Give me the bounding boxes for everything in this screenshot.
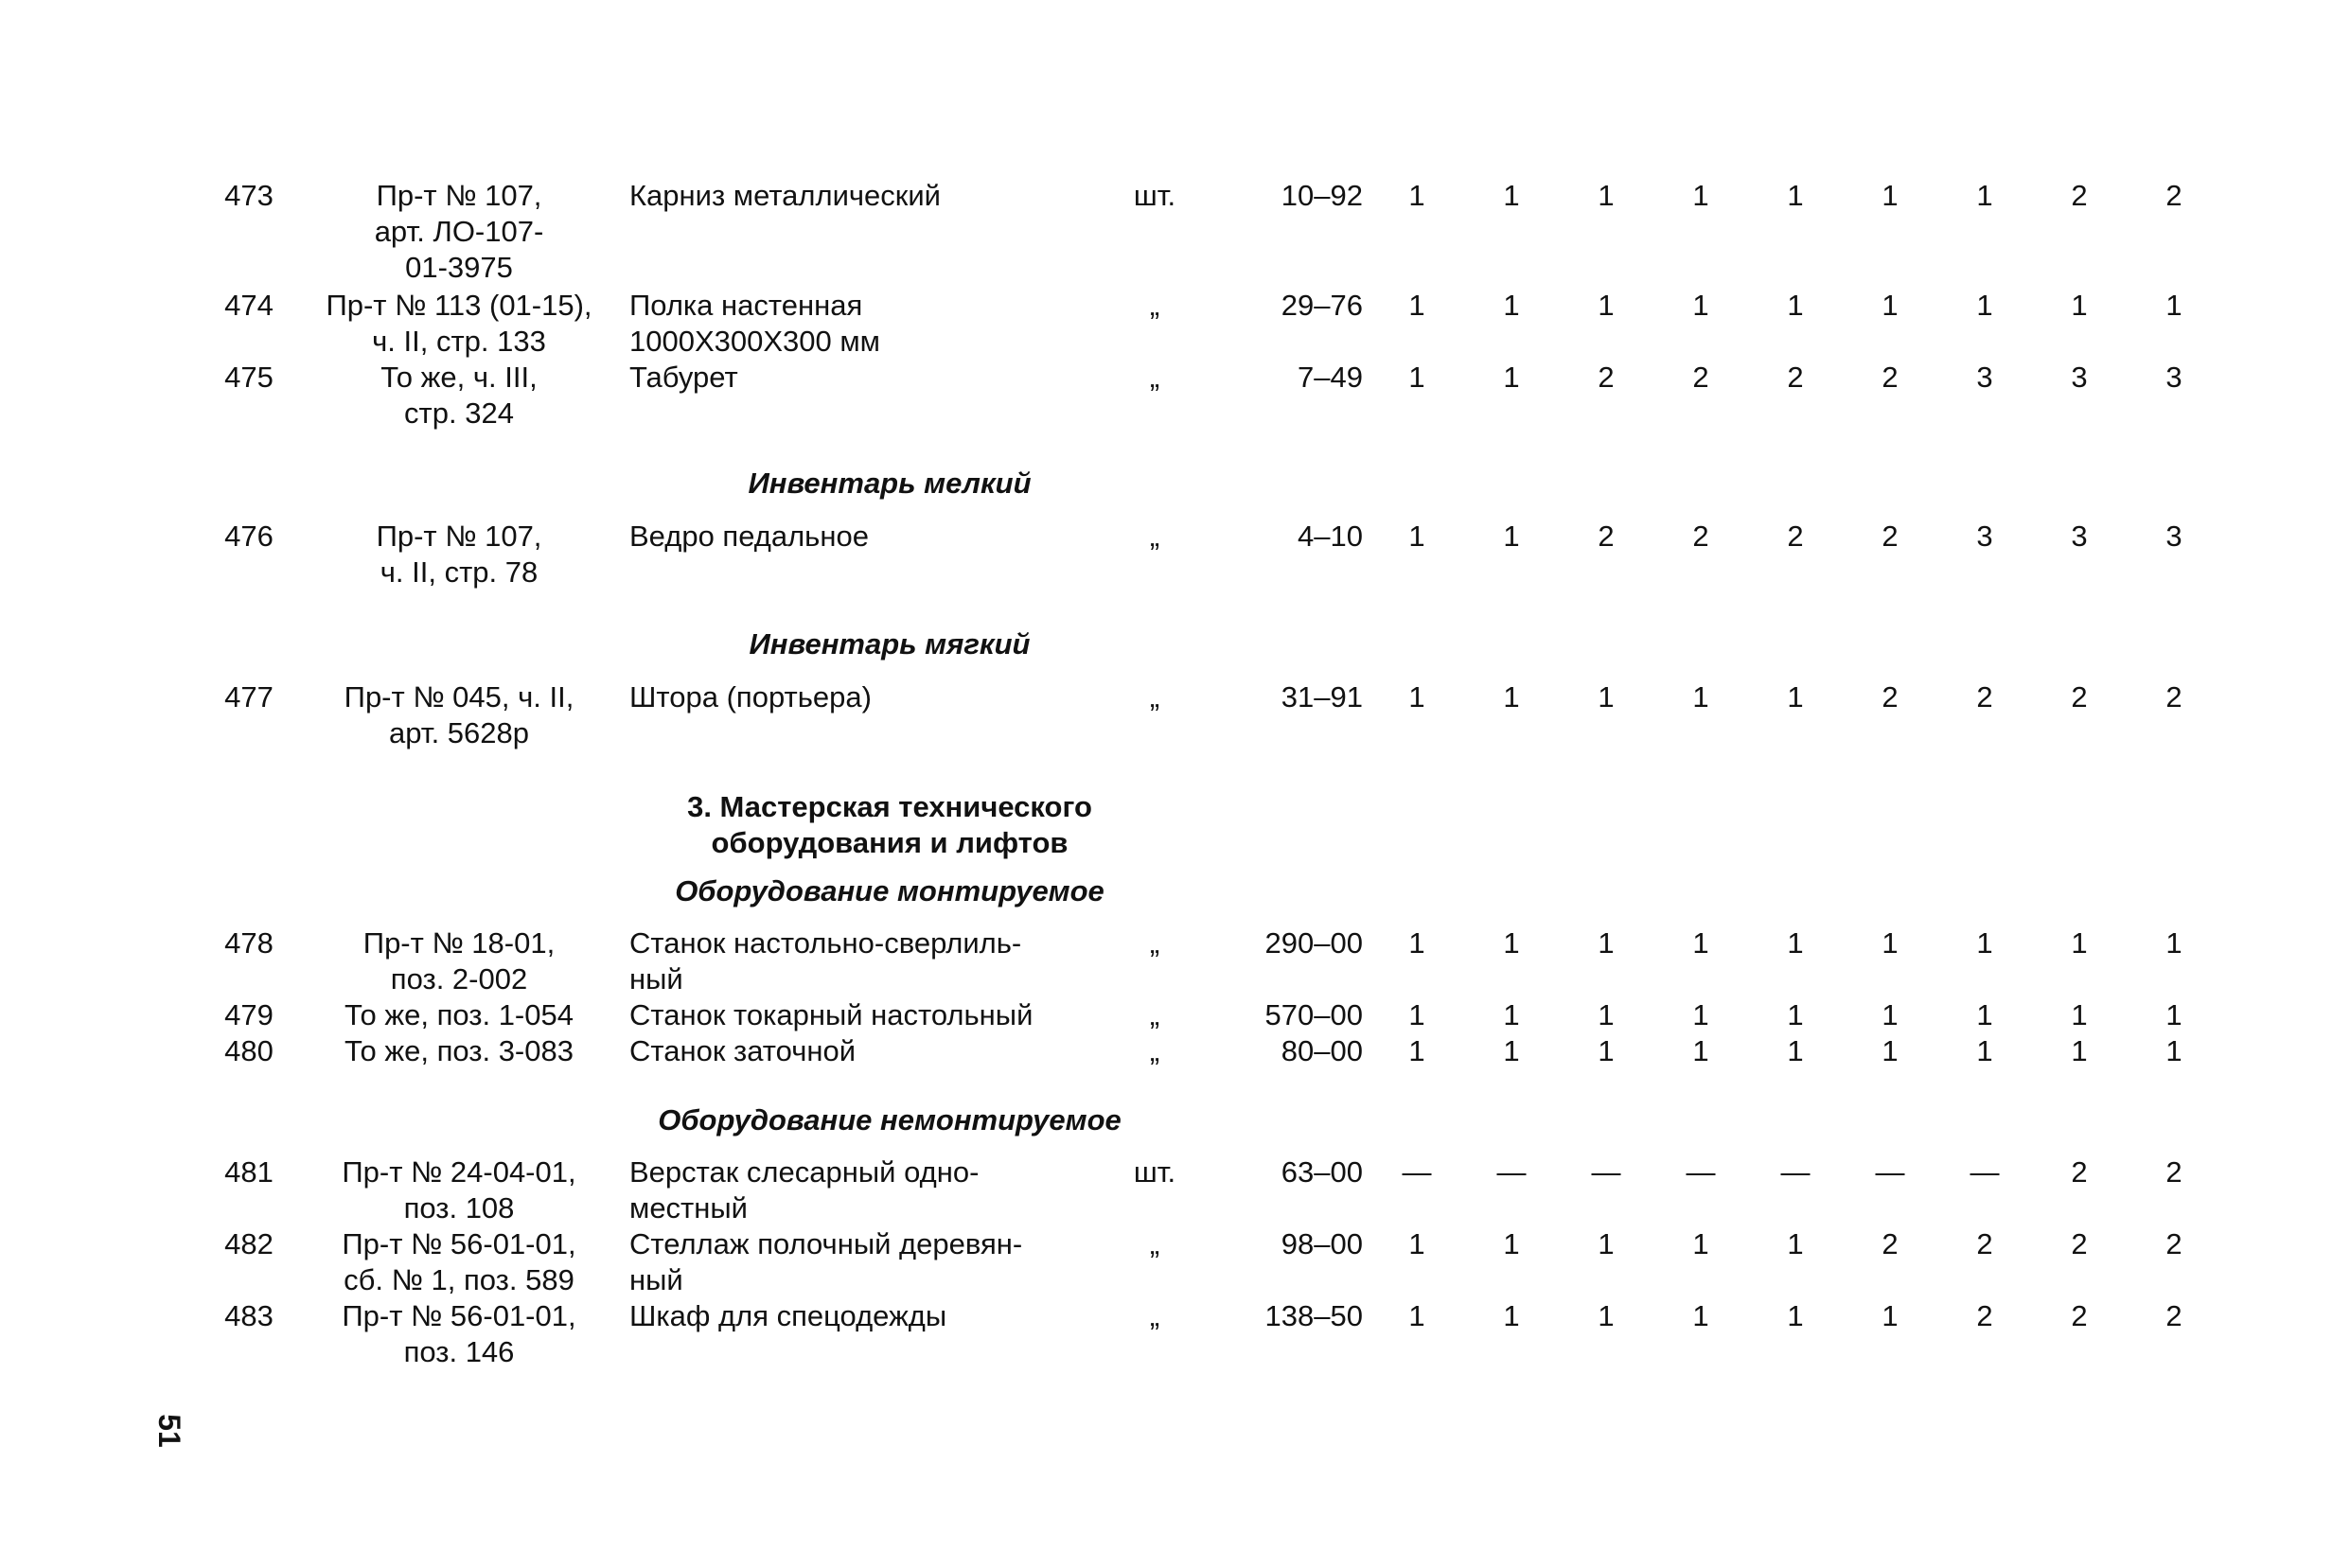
quantity-cell: — [1591, 1155, 1621, 1189]
quantity-cell: 3 [2071, 361, 2088, 394]
reference-line: стр. 324 [404, 396, 514, 430]
quantity-cell: 1 [1598, 998, 1615, 1031]
quantity-cell: 1 [1882, 289, 1899, 322]
quantity-cell: 1 [1408, 289, 1425, 322]
quantity-cell: 1 [1692, 289, 1709, 322]
item-name-line: Карниз металлический [629, 179, 941, 212]
quantity-cell: 1 [1503, 680, 1520, 714]
quantity-cell: 1 [1408, 998, 1425, 1031]
quantity-cell: 2 [1598, 520, 1615, 553]
row-number: 479 [224, 998, 274, 1031]
quantity-cell: 1 [1976, 179, 1993, 212]
quantity-cell: 1 [2071, 1034, 2088, 1067]
reference-line: Пр-т № 113 (01-15), [326, 289, 592, 322]
quantity-cell: 2 [1882, 361, 1899, 394]
row-number: 480 [224, 1034, 274, 1067]
quantity-cell: 1 [1692, 1227, 1709, 1260]
quantity-cell: 1 [1503, 361, 1520, 394]
price-cell: 10–92 [1281, 179, 1363, 212]
quantity-cell: 2 [2071, 1227, 2088, 1260]
quantity-cell: 1 [1598, 179, 1615, 212]
row-number: 476 [224, 520, 274, 553]
reference-line: сб. № 1, поз. 589 [344, 1263, 574, 1296]
table-row [0, 1226, 2350, 1296]
item-name-line: Станок токарный настольный [629, 998, 1034, 1031]
quantity-cell: 1 [1408, 680, 1425, 714]
quantity-cell: 1 [1408, 1034, 1425, 1067]
quantity-cell: 1 [2071, 926, 2088, 960]
quantity-cell: 2 [2165, 1299, 2182, 1332]
item-name-line: Стеллаж полочный деревян- [629, 1227, 1023, 1260]
quantity-cell: 1 [1692, 680, 1709, 714]
item-name-line: Шкаф для спецодежды [629, 1299, 947, 1332]
quantity-cell: 1 [2165, 289, 2182, 322]
reference-line: 01-3975 [405, 251, 513, 284]
reference-line: Пр-т № 045, ч. II, [344, 680, 574, 714]
table-row [0, 519, 2350, 589]
row-number: 478 [224, 926, 274, 960]
quantity-cell: 1 [1503, 520, 1520, 553]
reference-line: То же, ч. III, [380, 361, 538, 394]
quantity-cell: — [1402, 1155, 1432, 1189]
quantity-cell: 2 [1787, 520, 1804, 553]
quantity-cell: 3 [1976, 520, 1993, 553]
quantity-cell: 2 [2071, 680, 2088, 714]
quantity-cell: 1 [1976, 1034, 1993, 1067]
quantity-cell: 1 [1787, 1299, 1804, 1332]
item-name-line: Полка настенная [629, 289, 863, 322]
item-name-line: 1000Х300Х300 мм [629, 325, 880, 358]
quantity-cell: 2 [1692, 520, 1709, 553]
reference-line: поз. 2-002 [390, 962, 528, 995]
quantity-cell: 1 [1503, 179, 1520, 212]
table-row [0, 360, 2350, 430]
row-number: 475 [224, 361, 274, 394]
quantity-cell: 1 [1503, 1299, 1520, 1332]
table-row [0, 925, 2350, 995]
quantity-cell: 2 [1976, 1299, 1993, 1332]
quantity-cell: 1 [1598, 680, 1615, 714]
item-name-line: Верстак слесарный одно- [629, 1155, 980, 1189]
quantity-cell: 1 [2071, 998, 2088, 1031]
quantity-cell: 1 [1692, 998, 1709, 1031]
quantity-cell: 1 [1976, 926, 1993, 960]
unit-cell: шт. [1133, 179, 1176, 212]
unit-cell: „ [1149, 1034, 1160, 1067]
quantity-cell: 1 [1882, 926, 1899, 960]
unit-cell: „ [1149, 1227, 1160, 1260]
price-cell: 98–00 [1281, 1227, 1363, 1260]
reference-line: поз. 108 [403, 1191, 515, 1224]
quantity-cell: 1 [1503, 289, 1520, 322]
quantity-cell: 1 [1976, 289, 1993, 322]
quantity-cell: 2 [2165, 1227, 2182, 1260]
quantity-cell: 1 [1503, 998, 1520, 1031]
quantity-cell: — [1686, 1155, 1716, 1189]
price-cell: 29–76 [1281, 289, 1363, 322]
quantity-cell: 1 [1787, 289, 1804, 322]
section-title-line-2: оборудования и лифтов [711, 826, 1069, 859]
quantity-cell: 3 [2071, 520, 2088, 553]
quantity-cell: 2 [2071, 1155, 2088, 1189]
quantity-cell: 1 [1882, 998, 1899, 1031]
quantity-cell: 2 [2165, 1155, 2182, 1189]
quantity-cell: 1 [1692, 1299, 1709, 1332]
quantity-cell: 1 [1692, 1034, 1709, 1067]
row-number: 477 [224, 680, 274, 714]
reference-line: Пр-т № 56-01-01, [342, 1299, 576, 1332]
table-row [0, 1298, 2350, 1368]
item-name-line: местный [629, 1191, 748, 1224]
unit-cell: „ [1149, 289, 1160, 322]
quantity-cell: 1 [1598, 1227, 1615, 1260]
item-name-line: Станок настольно-сверлиль- [629, 926, 1022, 960]
table-row [0, 1033, 2350, 1071]
table-row [0, 178, 2350, 284]
reference-line: арт. ЛО-107- [374, 215, 544, 248]
unit-cell: „ [1149, 926, 1160, 960]
quantity-cell: 1 [1408, 361, 1425, 394]
quantity-cell: 1 [1408, 179, 1425, 212]
reference-line: ч. II, стр. 78 [380, 555, 539, 589]
quantity-cell: — [1496, 1155, 1527, 1189]
reference-line: Пр-т № 18-01, [362, 926, 556, 960]
row-number: 483 [224, 1299, 274, 1332]
quantity-cell: 1 [1787, 680, 1804, 714]
quantity-cell: 2 [1976, 1227, 1993, 1260]
item-name-line: ный [629, 962, 683, 995]
quantity-cell: 1 [1692, 926, 1709, 960]
quantity-cell: 1 [1598, 1299, 1615, 1332]
heading-mounted-equipment: Оборудование монтируемое [675, 874, 1104, 907]
price-cell: 63–00 [1281, 1155, 1363, 1189]
price-cell: 290–00 [1264, 926, 1363, 960]
quantity-cell: 2 [1598, 361, 1615, 394]
quantity-cell: 1 [1692, 179, 1709, 212]
reference-line: То же, поз. 1-054 [345, 998, 574, 1031]
price-cell: 138–50 [1264, 1299, 1363, 1332]
row-number: 474 [224, 289, 274, 322]
quantity-cell: 2 [1692, 361, 1709, 394]
quantity-cell: 3 [2165, 361, 2182, 394]
row-number: 482 [224, 1227, 274, 1260]
price-cell: 80–00 [1281, 1034, 1363, 1067]
heading-soft-inventory: Инвентарь мягкий [749, 627, 1031, 661]
row-number: 481 [224, 1155, 274, 1189]
quantity-cell: 1 [1787, 1227, 1804, 1260]
quantity-cell: 1 [1882, 1299, 1899, 1332]
reference-line: ч. II, стр. 133 [372, 325, 546, 358]
quantity-cell: 3 [1976, 361, 1993, 394]
reference-line: Пр-т № 24-04-01, [342, 1155, 576, 1189]
price-cell: 570–00 [1264, 998, 1363, 1031]
quantity-cell: 1 [1598, 1034, 1615, 1067]
quantity-cell: 1 [1882, 1034, 1899, 1067]
quantity-cell: 2 [2165, 680, 2182, 714]
table-row [0, 997, 2350, 1035]
unit-cell: „ [1149, 361, 1160, 394]
item-name-line: ный [629, 1263, 683, 1296]
item-name-line: Станок заточной [629, 1034, 857, 1067]
quantity-cell: — [1875, 1155, 1905, 1189]
reference-line: Пр-т № 107, [376, 179, 542, 212]
reference-line: То же, поз. 3-083 [345, 1034, 574, 1067]
row-number: 473 [224, 179, 274, 212]
unit-cell: „ [1149, 520, 1160, 553]
unit-cell: шт. [1133, 1155, 1176, 1189]
reference-line: Пр-т № 107, [376, 520, 542, 553]
unit-cell: „ [1149, 998, 1160, 1031]
heading-small-inventory: Инвентарь мелкий [748, 467, 1032, 500]
price-cell: 4–10 [1298, 520, 1363, 553]
quantity-cell: 1 [1408, 1227, 1425, 1260]
unit-cell: „ [1149, 1299, 1160, 1332]
table-row [0, 288, 2350, 358]
quantity-cell: 1 [2071, 289, 2088, 322]
quantity-cell: 1 [1787, 926, 1804, 960]
quantity-cell: 1 [1787, 179, 1804, 212]
page-number: 51 [152, 1414, 186, 1448]
quantity-cell: 1 [1882, 179, 1899, 212]
heading-unmounted-equipment: Оборудование немонтируемое [658, 1103, 1122, 1136]
quantity-cell: 1 [2165, 1034, 2182, 1067]
quantity-cell: — [1780, 1155, 1811, 1189]
quantity-cell: 2 [2071, 1299, 2088, 1332]
quantity-cell: 1 [1503, 926, 1520, 960]
quantity-cell: 1 [2165, 926, 2182, 960]
reference-line: поз. 146 [403, 1335, 515, 1368]
quantity-cell: 1 [2165, 998, 2182, 1031]
quantity-cell: 1 [1787, 998, 1804, 1031]
table-row [0, 1154, 2350, 1224]
quantity-cell: 2 [2071, 179, 2088, 212]
reference-line: арт. 5628р [389, 716, 529, 749]
quantity-cell: 2 [2165, 179, 2182, 212]
quantity-cell: 1 [1408, 926, 1425, 960]
quantity-cell: 3 [2165, 520, 2182, 553]
price-cell: 31–91 [1281, 680, 1363, 714]
unit-cell: „ [1149, 680, 1160, 714]
reference-line: Пр-т № 56-01-01, [342, 1227, 576, 1260]
quantity-cell: 1 [1598, 289, 1615, 322]
quantity-cell: 1 [1598, 926, 1615, 960]
item-name-line: Ведро педальное [629, 520, 869, 553]
table-row [0, 679, 2350, 749]
quantity-cell: 1 [1503, 1227, 1520, 1260]
item-name-line: Штора (портьера) [629, 680, 872, 714]
quantity-cell: 1 [1408, 520, 1425, 553]
quantity-cell: 1 [1503, 1034, 1520, 1067]
quantity-cell: — [1970, 1155, 2000, 1189]
price-cell: 7–49 [1298, 361, 1363, 394]
quantity-cell: 1 [1787, 1034, 1804, 1067]
quantity-cell: 2 [1787, 361, 1804, 394]
quantity-cell: 2 [1882, 520, 1899, 553]
quantity-cell: 2 [1882, 680, 1899, 714]
quantity-cell: 2 [1976, 680, 1993, 714]
item-name-line: Табурет [629, 361, 738, 394]
section-title-line-1: 3. Мастерская технического [687, 790, 1092, 823]
quantity-cell: 1 [1408, 1299, 1425, 1332]
quantity-cell: 1 [1976, 998, 1993, 1031]
quantity-cell: 2 [1882, 1227, 1899, 1260]
